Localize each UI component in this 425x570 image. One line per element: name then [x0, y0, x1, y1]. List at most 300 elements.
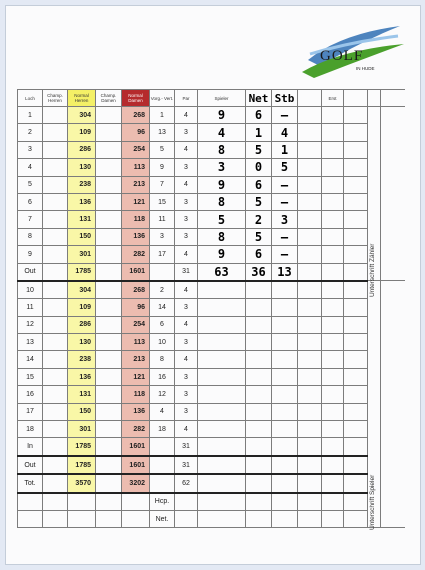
champ-women-cell	[96, 281, 122, 299]
handicap-stroke-index: 10	[150, 334, 175, 351]
extra-cell[interactable]	[322, 193, 344, 210]
hole-number: 1	[18, 107, 43, 124]
handicap-stroke-index	[150, 456, 175, 474]
player-score-cell[interactable]	[198, 386, 246, 403]
champ-women-cell	[96, 386, 122, 403]
score-cell[interactable]	[298, 334, 322, 351]
par-value: 3	[175, 334, 198, 351]
gross-score[interactable]: 9	[198, 176, 246, 193]
score-cell[interactable]	[344, 351, 368, 368]
champ-men-cell	[43, 228, 68, 245]
score-cell[interactable]	[344, 159, 368, 176]
score-cell[interactable]	[344, 421, 368, 438]
normal-women-distance: 1601	[122, 438, 150, 456]
normal-women-distance: 213	[122, 351, 150, 368]
score-cell[interactable]	[344, 228, 368, 245]
champ-men-cell	[43, 124, 68, 141]
gross-score[interactable]: 8	[198, 228, 246, 245]
hole-number: 2	[18, 124, 43, 141]
champ-women-cell	[96, 299, 122, 316]
normal-men-distance: 131	[68, 386, 96, 403]
header-handicap-stroke: Vorg.- Vert.	[150, 90, 175, 107]
score-cell[interactable]	[344, 456, 368, 474]
handicap-stroke-index: 4	[150, 403, 175, 420]
stableford-points[interactable]: 5	[272, 159, 298, 176]
par-value: 4	[175, 176, 198, 193]
player-score-cell[interactable]	[198, 368, 246, 385]
hole-number: 12	[18, 316, 43, 333]
net-score[interactable]: 6	[246, 176, 272, 193]
gross-score[interactable]: 63	[198, 263, 246, 281]
handicap-stroke-index: 11	[150, 211, 175, 228]
stableford-cell[interactable]	[272, 386, 298, 403]
stableford-points[interactable]: 1	[272, 141, 298, 158]
normal-men-distance: 130	[68, 159, 96, 176]
par-value: 4	[175, 141, 198, 158]
normal-men-distance: 301	[68, 421, 96, 438]
header-normal-men: Normal Herren	[68, 90, 96, 107]
champ-women-cell	[96, 421, 122, 438]
handicap-stroke-index: 12	[150, 386, 175, 403]
hole-number: 15	[18, 368, 43, 385]
extra-cell[interactable]	[322, 474, 344, 492]
hole-number	[18, 510, 43, 527]
net-value-cell[interactable]	[298, 510, 322, 527]
player-score-cell[interactable]	[198, 281, 246, 299]
net-value-cell[interactable]	[272, 510, 298, 527]
hole-number: 11	[18, 299, 43, 316]
hcp-value-cell[interactable]	[246, 493, 272, 511]
handicap-stroke-index: 6	[150, 316, 175, 333]
stableford-cell[interactable]	[272, 316, 298, 333]
net-score-cell[interactable]	[246, 438, 272, 456]
score-cell[interactable]	[344, 474, 368, 492]
normal-men-distance: 131	[68, 211, 96, 228]
scorecard-table	[17, 89, 405, 528]
marker-signature-field[interactable]	[381, 107, 405, 281]
champ-women-cell	[96, 438, 122, 456]
extra-cell[interactable]	[322, 124, 344, 141]
hole-number: 16	[18, 386, 43, 403]
normal-men-distance: 150	[68, 228, 96, 245]
normal-women-distance: 254	[122, 316, 150, 333]
extra-cell[interactable]	[322, 246, 344, 263]
score-cell[interactable]	[344, 211, 368, 228]
signature-player-label: Unterschrift Spieler	[369, 474, 376, 530]
normal-men-distance: 304	[68, 107, 96, 124]
score-cell[interactable]	[344, 386, 368, 403]
hole-number: 6	[18, 193, 43, 210]
normal-women-distance: 113	[122, 159, 150, 176]
normal-women-distance: 268	[122, 281, 150, 299]
normal-women-distance: 121	[122, 368, 150, 385]
stableford-cell[interactable]	[272, 368, 298, 385]
player-score-cell[interactable]	[198, 334, 246, 351]
champ-women-cell	[96, 263, 122, 281]
score-cell[interactable]	[344, 246, 368, 263]
champ-men-cell	[43, 176, 68, 193]
score-cell[interactable]	[298, 228, 322, 245]
normal-women-distance: 213	[122, 176, 150, 193]
svg-text:IN HUDE: IN HUDE	[356, 66, 375, 71]
extra-cell[interactable]	[322, 316, 344, 333]
hcp-par-cell	[175, 493, 198, 511]
handicap-stroke-index	[150, 263, 175, 281]
par-value: 4	[175, 246, 198, 263]
score-cell[interactable]	[344, 176, 368, 193]
normal-women-distance: 113	[122, 334, 150, 351]
score-cell[interactable]	[298, 281, 322, 299]
player-signature-field[interactable]	[381, 281, 405, 528]
net-value-cell[interactable]	[344, 510, 368, 527]
net-score[interactable]: 0	[246, 159, 272, 176]
handicap-stroke-index: 8	[150, 351, 175, 368]
normal-women-distance	[122, 493, 150, 511]
par-value: 31	[175, 438, 198, 456]
net-score[interactable]: 2	[246, 211, 272, 228]
extra-cell[interactable]	[322, 228, 344, 245]
champ-women-cell	[96, 228, 122, 245]
normal-women-distance: 3202	[122, 474, 150, 492]
hole-number: Out	[18, 263, 43, 281]
score-cell[interactable]	[344, 193, 368, 210]
stableford-points[interactable]: –	[272, 176, 298, 193]
gross-score[interactable]: 3	[198, 159, 246, 176]
svg-text:GOLF: GOLF	[320, 48, 364, 64]
header-extra: Erst	[322, 90, 344, 107]
normal-women-distance: 1601	[122, 456, 150, 474]
par-value: 3	[175, 124, 198, 141]
normal-women-distance: 118	[122, 386, 150, 403]
stableford-cell[interactable]	[272, 281, 298, 299]
par-value: 4	[175, 421, 198, 438]
score-cell[interactable]	[298, 211, 322, 228]
par-value: 3	[175, 299, 198, 316]
normal-men-distance: 136	[68, 368, 96, 385]
score-cell[interactable]	[298, 193, 322, 210]
hole-number: 14	[18, 351, 43, 368]
gross-score[interactable]: 5	[198, 211, 246, 228]
stableford-cell[interactable]	[272, 403, 298, 420]
champ-men-cell	[43, 107, 68, 124]
champ-men-cell	[43, 246, 68, 263]
normal-men-distance: 3570	[68, 474, 96, 492]
player-score-cell[interactable]	[198, 403, 246, 420]
hole-number: 8	[18, 228, 43, 245]
champ-men-cell	[43, 193, 68, 210]
score-cell[interactable]	[298, 403, 322, 420]
header-blank	[298, 90, 322, 107]
champ-men-cell	[43, 421, 68, 438]
champ-women-cell	[96, 176, 122, 193]
normal-women-distance: 118	[122, 211, 150, 228]
handicap-stroke-index: 1	[150, 107, 175, 124]
champ-women-cell	[96, 368, 122, 385]
champ-men-cell	[43, 351, 68, 368]
normal-men-distance: 238	[68, 176, 96, 193]
stableford-points[interactable]: 4	[272, 124, 298, 141]
normal-women-distance: 254	[122, 141, 150, 158]
score-cell[interactable]	[344, 281, 368, 299]
score-cell[interactable]	[344, 299, 368, 316]
handicap-stroke-index: 3	[150, 228, 175, 245]
stableford-points[interactable]: 13	[272, 263, 298, 281]
net-score[interactable]: 6	[246, 246, 272, 263]
gross-score[interactable]: 4	[198, 124, 246, 141]
stableford-points[interactable]: –	[272, 246, 298, 263]
normal-women-distance: 121	[122, 193, 150, 210]
player-score-cell[interactable]	[198, 316, 246, 333]
golf-in-hude-logo	[300, 20, 405, 82]
champ-men-cell	[43, 299, 68, 316]
extra-cell[interactable]	[322, 211, 344, 228]
player-score-cell[interactable]	[198, 351, 246, 368]
header-player: Spieler	[198, 90, 246, 107]
champ-men-cell	[43, 386, 68, 403]
stableford-cell[interactable]	[272, 351, 298, 368]
score-cell[interactable]	[344, 334, 368, 351]
extra-cell[interactable]	[322, 107, 344, 124]
extra-cell[interactable]	[322, 141, 344, 158]
gross-score[interactable]: 8	[198, 193, 246, 210]
normal-men-distance: 109	[68, 299, 96, 316]
player-score-cell[interactable]	[198, 474, 246, 492]
extra-cell[interactable]	[322, 456, 344, 474]
handicap-stroke-index: 5	[150, 141, 175, 158]
player-score-cell[interactable]	[198, 421, 246, 438]
net-score[interactable]: 36	[246, 263, 272, 281]
net-score-cell[interactable]	[246, 368, 272, 385]
normal-men-distance: 286	[68, 141, 96, 158]
par-value: 31	[175, 456, 198, 474]
champ-women-cell	[96, 193, 122, 210]
score-cell[interactable]	[298, 316, 322, 333]
champ-men-cell	[43, 159, 68, 176]
stableford-cell[interactable]	[272, 438, 298, 456]
header-stb: Stb	[272, 90, 298, 107]
header-champ-women: Champ. Damen	[96, 90, 122, 107]
par-value: 31	[175, 263, 198, 281]
net-score[interactable]: 5	[246, 193, 272, 210]
extra-cell[interactable]	[322, 299, 344, 316]
hcp-value-cell[interactable]	[272, 493, 298, 511]
score-cell[interactable]	[298, 386, 322, 403]
player-score-cell[interactable]	[198, 438, 246, 456]
extra-cell[interactable]	[322, 403, 344, 420]
hcp-value-cell[interactable]	[198, 493, 246, 511]
hole-number: 10	[18, 281, 43, 299]
hole-number: 18	[18, 421, 43, 438]
stableford-cell[interactable]	[272, 421, 298, 438]
champ-men-cell	[43, 263, 68, 281]
champ-women-cell	[96, 493, 122, 511]
score-cell[interactable]	[344, 141, 368, 158]
gross-score[interactable]: 9	[198, 246, 246, 263]
stableford-points[interactable]: –	[272, 107, 298, 124]
normal-men-distance	[68, 510, 96, 527]
champ-women-cell	[96, 351, 122, 368]
gross-score[interactable]: 8	[198, 141, 246, 158]
header-gap	[368, 90, 381, 107]
net-score[interactable]: 1	[246, 124, 272, 141]
score-cell[interactable]	[344, 368, 368, 385]
header-signature	[381, 90, 405, 107]
normal-women-distance: 282	[122, 246, 150, 263]
extra-cell[interactable]	[322, 386, 344, 403]
extra-cell[interactable]	[322, 421, 344, 438]
hole-number: 4	[18, 159, 43, 176]
handicap-stroke-index	[150, 438, 175, 456]
hole-number: Out	[18, 456, 43, 474]
extra-cell[interactable]	[322, 334, 344, 351]
score-cell[interactable]	[344, 403, 368, 420]
stableford-cell[interactable]	[272, 474, 298, 492]
champ-men-cell	[43, 334, 68, 351]
score-cell[interactable]	[298, 107, 322, 124]
hole-number: In	[18, 438, 43, 456]
champ-women-cell	[96, 316, 122, 333]
net-score-cell[interactable]	[246, 403, 272, 420]
normal-women-distance: 96	[122, 124, 150, 141]
champ-women-cell	[96, 159, 122, 176]
net-score-cell[interactable]	[246, 456, 272, 474]
normal-women-distance: 1601	[122, 263, 150, 281]
net-score[interactable]: 6	[246, 107, 272, 124]
hole-number: Tot.	[18, 474, 43, 492]
score-cell[interactable]	[344, 124, 368, 141]
score-cell[interactable]	[298, 263, 322, 281]
extra-cell[interactable]	[322, 263, 344, 281]
par-value: 4	[175, 281, 198, 299]
net-score-cell[interactable]	[246, 386, 272, 403]
score-cell[interactable]	[298, 299, 322, 316]
normal-women-distance: 136	[122, 228, 150, 245]
net-score-cell[interactable]	[246, 351, 272, 368]
extra-cell[interactable]	[322, 368, 344, 385]
par-value: 3	[175, 228, 198, 245]
score-cell[interactable]	[298, 141, 322, 158]
header-blank	[344, 90, 368, 107]
handicap-stroke-index: 7	[150, 176, 175, 193]
score-cell[interactable]	[298, 124, 322, 141]
player-score-cell[interactable]	[198, 299, 246, 316]
champ-women-cell	[96, 456, 122, 474]
champ-men-cell	[43, 510, 68, 527]
net-score-cell[interactable]	[246, 474, 272, 492]
score-cell[interactable]	[298, 159, 322, 176]
stableford-points[interactable]: 3	[272, 211, 298, 228]
extra-cell[interactable]	[322, 159, 344, 176]
stableford-points[interactable]: –	[272, 193, 298, 210]
stableford-points[interactable]: –	[272, 228, 298, 245]
header-champ-men: Champ. Herren	[43, 90, 68, 107]
score-cell[interactable]	[298, 368, 322, 385]
score-cell[interactable]	[344, 263, 368, 281]
normal-men-distance: 136	[68, 193, 96, 210]
score-cell[interactable]	[298, 456, 322, 474]
gross-score[interactable]: 9	[198, 107, 246, 124]
hole-number: 3	[18, 141, 43, 158]
hcp-value-cell[interactable]	[298, 493, 322, 511]
champ-women-cell	[96, 246, 122, 263]
normal-men-distance: 286	[68, 316, 96, 333]
hole-number: 13	[18, 334, 43, 351]
champ-women-cell	[96, 334, 122, 351]
score-cell[interactable]	[298, 246, 322, 263]
champ-women-cell	[96, 107, 122, 124]
score-cell[interactable]	[298, 176, 322, 193]
score-cell[interactable]	[298, 474, 322, 492]
net-score-cell[interactable]	[246, 334, 272, 351]
header-net: Net	[246, 90, 272, 107]
normal-women-distance	[122, 510, 150, 527]
net-score-cell[interactable]	[246, 421, 272, 438]
hcp-value-cell[interactable]	[322, 493, 344, 511]
normal-men-distance: 130	[68, 334, 96, 351]
header-hole: Loch	[18, 90, 43, 107]
handicap-stroke-index: 14	[150, 299, 175, 316]
score-cell[interactable]	[298, 351, 322, 368]
extra-cell[interactable]	[322, 438, 344, 456]
champ-men-cell	[43, 456, 68, 474]
score-cell[interactable]	[298, 438, 322, 456]
handicap-stroke-index: 2	[150, 281, 175, 299]
hcp-value-cell[interactable]	[344, 493, 368, 511]
par-value: 4	[175, 351, 198, 368]
handicap-stroke-index: 17	[150, 246, 175, 263]
champ-men-cell	[43, 474, 68, 492]
champ-women-cell	[96, 141, 122, 158]
score-cell[interactable]	[344, 438, 368, 456]
net-score-cell[interactable]	[246, 281, 272, 299]
champ-women-cell	[96, 124, 122, 141]
net-value-cell[interactable]	[198, 510, 246, 527]
net-value-cell[interactable]	[246, 510, 272, 527]
net-score-cell[interactable]	[246, 316, 272, 333]
handicap-stroke-index	[150, 474, 175, 492]
stableford-cell[interactable]	[272, 456, 298, 474]
normal-men-distance: 150	[68, 403, 96, 420]
normal-men-distance	[68, 493, 96, 511]
score-cell[interactable]	[344, 316, 368, 333]
net-value-cell[interactable]	[322, 510, 344, 527]
net-score[interactable]: 5	[246, 228, 272, 245]
signature-marker-label: Unterschrift Zähler	[369, 243, 376, 297]
hcp-label: Hcp.	[150, 493, 175, 511]
normal-women-distance: 268	[122, 107, 150, 124]
par-value: 3	[175, 368, 198, 385]
par-value: 3	[175, 159, 198, 176]
champ-men-cell	[43, 368, 68, 385]
stableford-cell[interactable]	[272, 334, 298, 351]
score-cell[interactable]	[298, 421, 322, 438]
normal-men-distance: 1785	[68, 456, 96, 474]
extra-cell[interactable]	[322, 176, 344, 193]
player-score-cell[interactable]	[198, 456, 246, 474]
champ-women-cell	[96, 211, 122, 228]
hole-number: 9	[18, 246, 43, 263]
extra-cell[interactable]	[322, 281, 344, 299]
stableford-cell[interactable]	[272, 299, 298, 316]
handicap-stroke-index: 9	[150, 159, 175, 176]
score-cell[interactable]	[344, 107, 368, 124]
champ-women-cell	[96, 474, 122, 492]
handicap-stroke-index: 13	[150, 124, 175, 141]
net-score-cell[interactable]	[246, 299, 272, 316]
hole-number: 17	[18, 403, 43, 420]
net-score[interactable]: 5	[246, 141, 272, 158]
extra-cell[interactable]	[322, 351, 344, 368]
